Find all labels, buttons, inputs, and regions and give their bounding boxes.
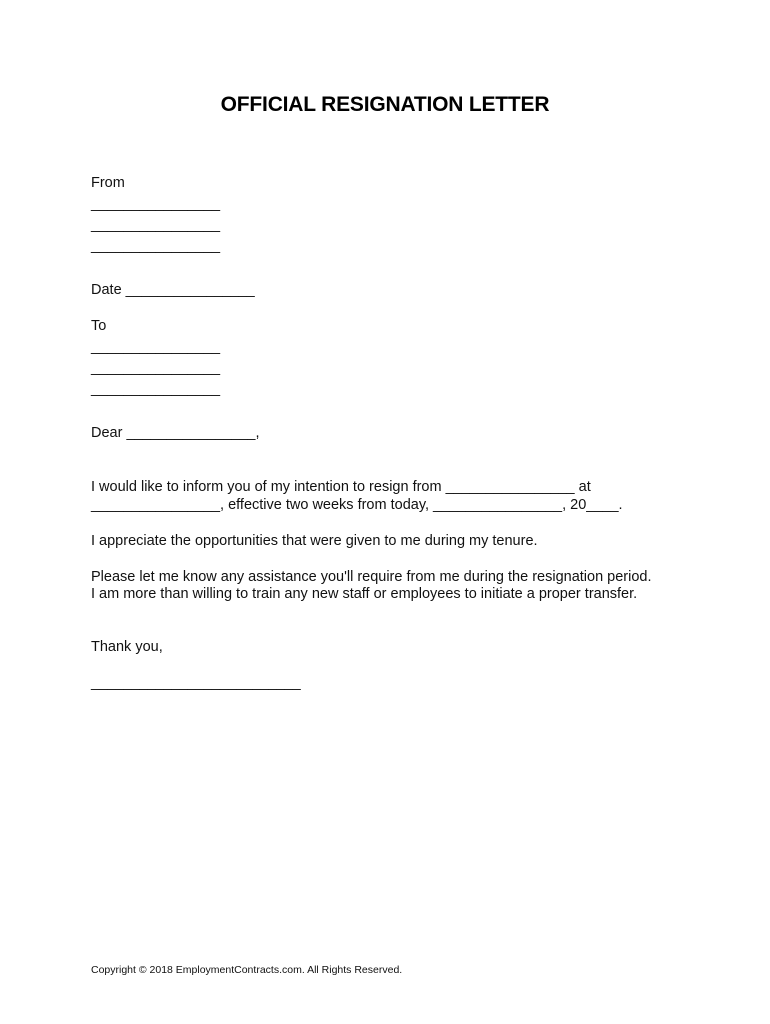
- date-line: Date ________________: [91, 282, 255, 298]
- to-label: To: [91, 318, 107, 334]
- salutation: Dear ________________,: [91, 425, 260, 441]
- from-blank-2: ________________: [91, 217, 221, 233]
- to-blank-2: ________________: [91, 360, 221, 376]
- from-blank-1: ________________: [91, 196, 221, 212]
- copyright-footer: Copyright © 2018 EmploymentContracts.com. All Rights Reserved.: [91, 964, 403, 976]
- to-blank-3: ________________: [91, 381, 221, 397]
- assistance-line-2: I am more than willing to train any new staff or employees to initiate a proper transfer.: [91, 586, 638, 602]
- assistance-line-1: Please let me know any assistance you'll require from me during the resignation period.: [91, 569, 652, 585]
- signature-line: __________________________: [91, 675, 301, 691]
- page-title: OFFICIAL RESIGNATION LETTER: [220, 93, 550, 116]
- from-blank-3: ________________: [91, 238, 221, 254]
- closing-thanks: Thank you,: [91, 639, 163, 655]
- intent-line-2: ________________, effective two weeks from today, ________________, 20____.: [91, 497, 623, 513]
- intent-line-1: I would like to inform you of my intention to resign from ________________ at: [91, 479, 591, 495]
- to-blank-1: ________________: [91, 339, 221, 355]
- from-label: From: [91, 175, 125, 191]
- appreciation-paragraph: I appreciate the opportunities that were given to me during my tenure.: [91, 533, 538, 549]
